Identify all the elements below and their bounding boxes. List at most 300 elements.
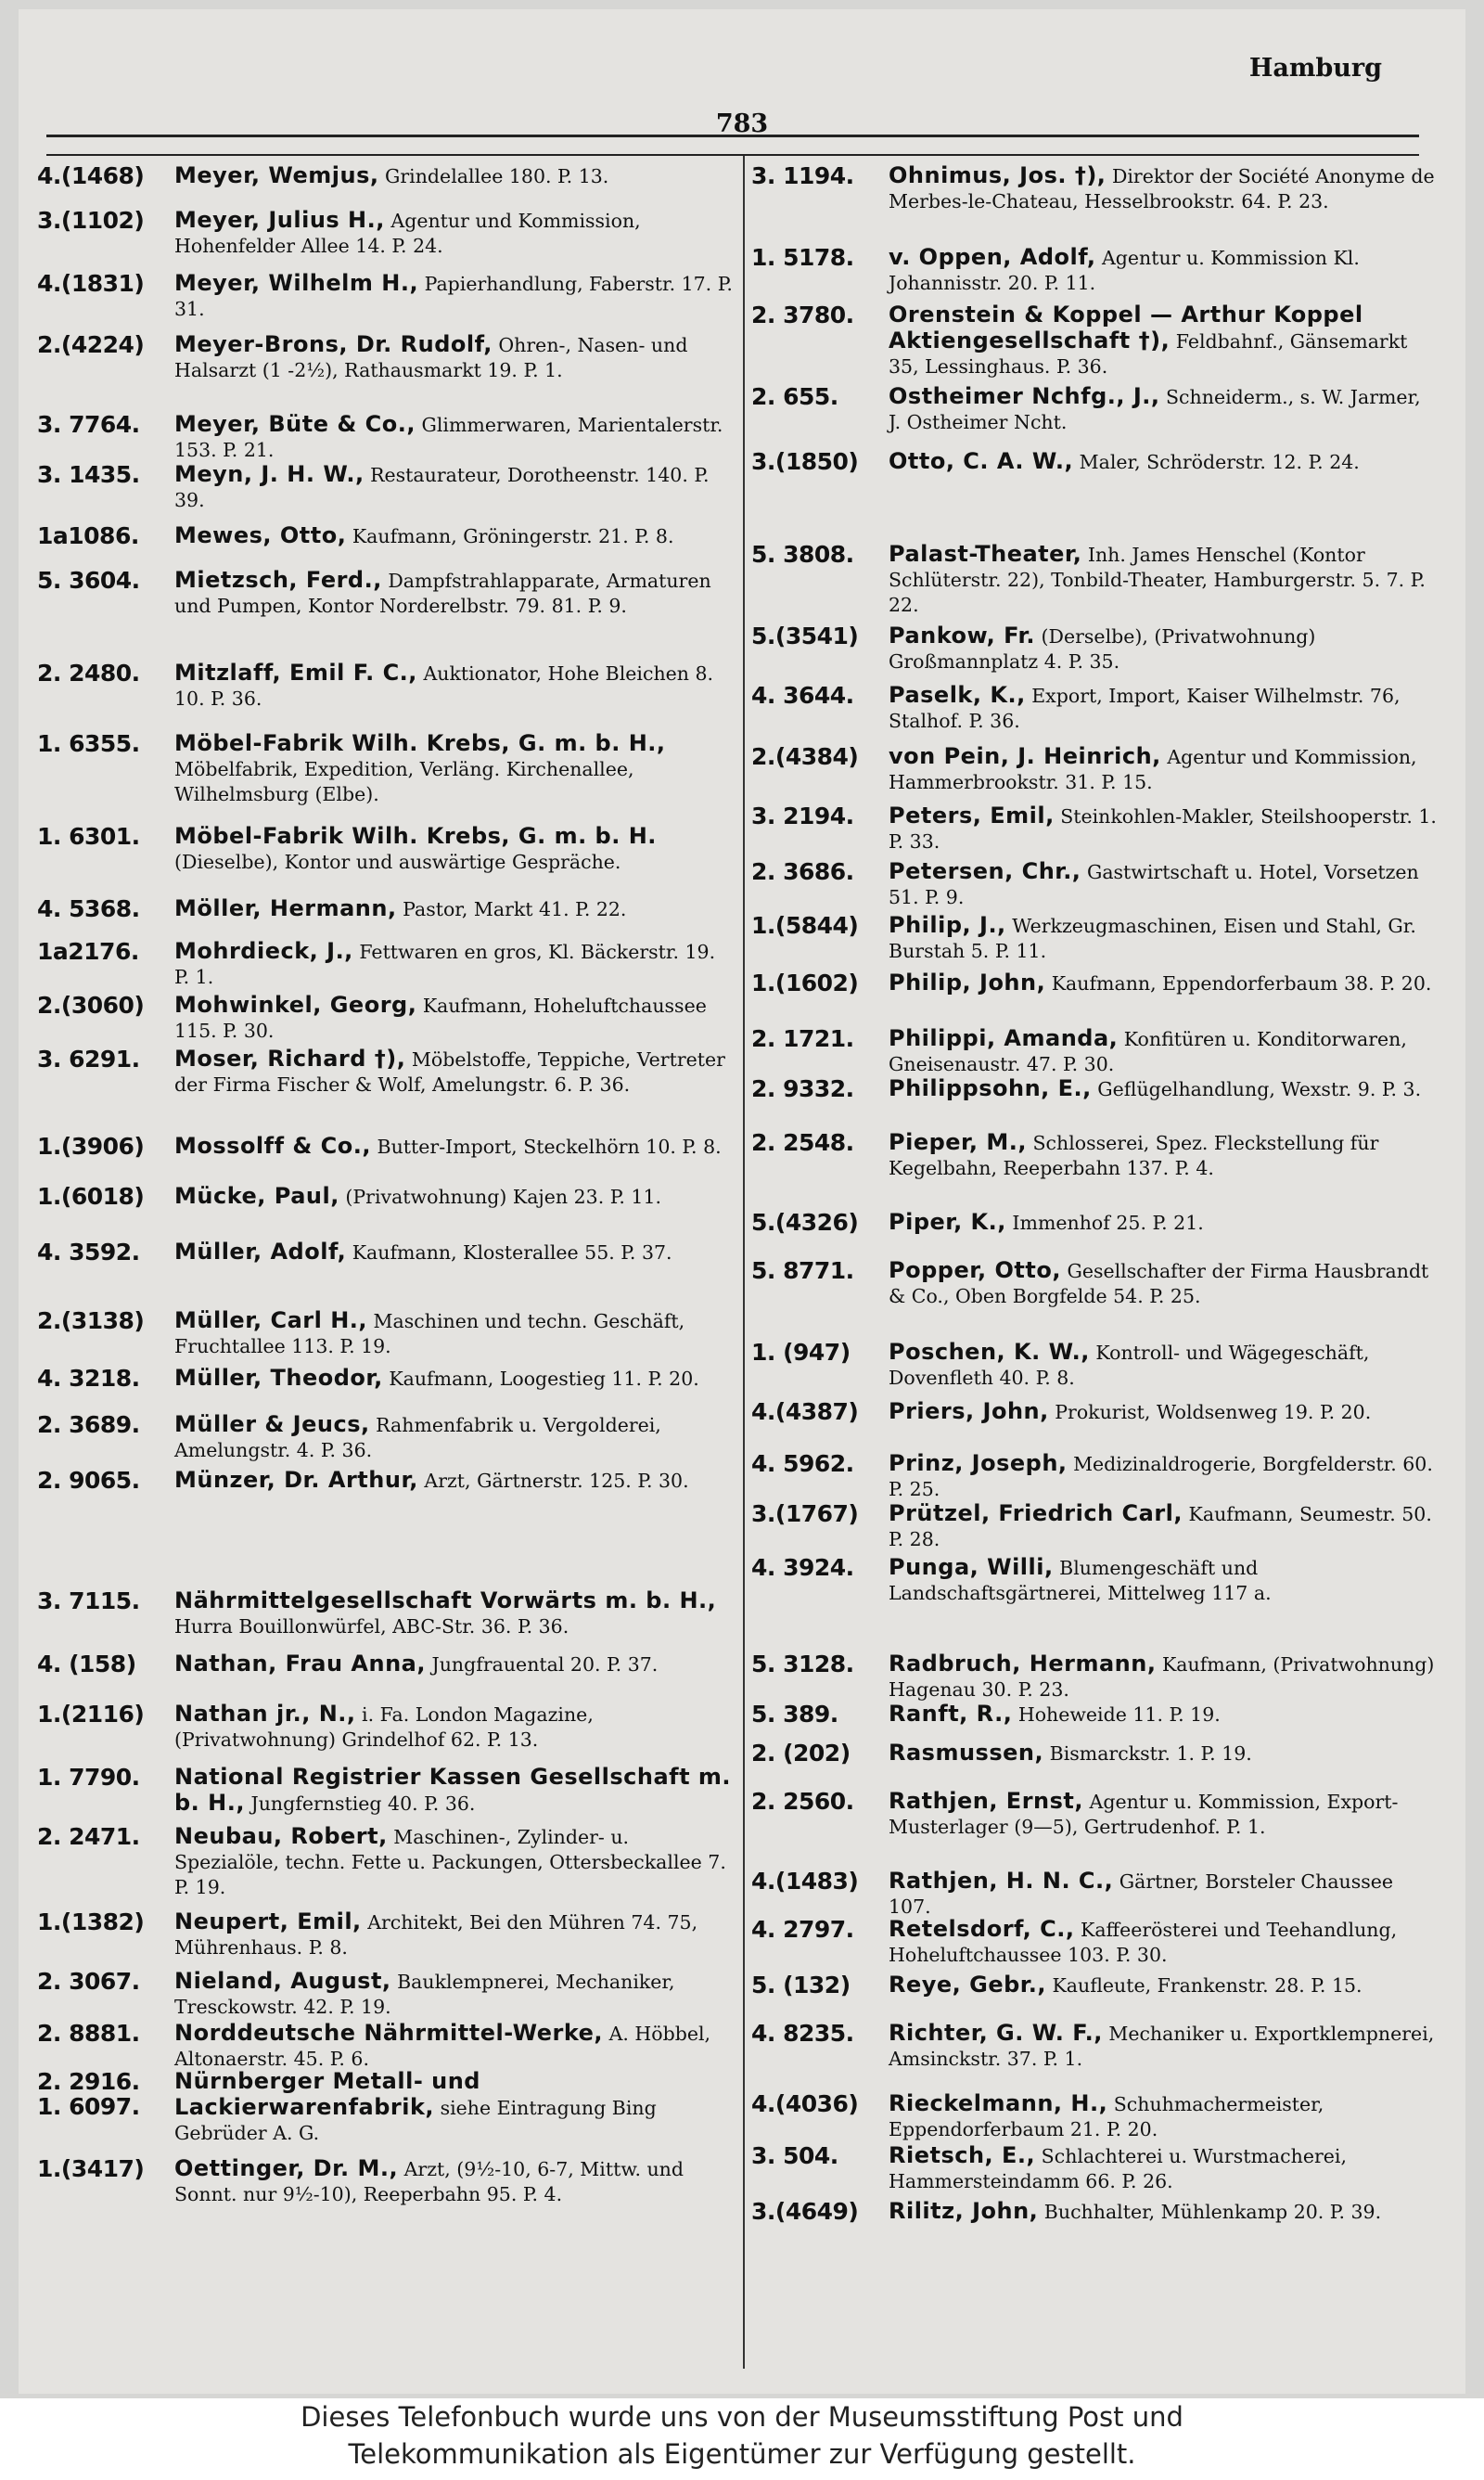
entry-details: Schlachterei u. Wurstmacherei, Hammersteindamm 66. P. 26. bbox=[889, 2145, 1347, 2192]
entry-phone-number: 4. 3592. bbox=[37, 1239, 140, 1266]
directory-entry bbox=[37, 1824, 733, 1900]
entry-text bbox=[174, 1651, 733, 1677]
entry-details: Kaffeerösterei und Teehandlung, Hoheluftchaussee 103. P. 30. bbox=[889, 1919, 1398, 1966]
directory-entry bbox=[37, 661, 733, 712]
entry-name: Meyn, J. H. W., bbox=[174, 461, 365, 487]
entry-text bbox=[889, 1451, 1438, 1502]
directory-entry bbox=[751, 1651, 1438, 1703]
entry-details: Feldbahnf., Gänsemarkt 35, Lessinghaus. P. 36. bbox=[889, 330, 1408, 378]
directory-entry bbox=[751, 542, 1438, 618]
entry-name: Neubau, Robert, bbox=[174, 1823, 388, 1849]
entry-text bbox=[889, 1972, 1438, 1998]
entry-details: Restaurateur, Dorotheenstr. 140. P. 39. bbox=[174, 464, 710, 511]
entry-details: i. Fa. London Magazine, (Privatwohnung) Grindelhof 62. P. 13. bbox=[174, 1703, 594, 1751]
entry-name: Nürnberger Metall- und Lackierwarenfabrik, bbox=[174, 2068, 480, 2120]
entry-name: Punga, Willi, bbox=[889, 1554, 1054, 1580]
entry-phone-number: 4. 5368. bbox=[37, 895, 140, 922]
entry-phone-number: 1.(1602) bbox=[751, 970, 859, 996]
directory-entry bbox=[37, 1047, 733, 1098]
entry-text bbox=[889, 1130, 1438, 1181]
entry-name: Priers, John, bbox=[889, 1398, 1049, 1424]
entry-name: Möbel-Fabrik Wilh. Krebs, G. m. b. H., bbox=[174, 730, 666, 756]
entry-name: Oettinger, Dr. M., bbox=[174, 2155, 399, 2181]
entry-details: (Privatwohnung) Kajen 23. P. 11. bbox=[339, 1186, 662, 1208]
entry-text bbox=[889, 1741, 1438, 1767]
entry-name: National Registrier Kassen Gesellschaft m. b. H., bbox=[174, 1764, 732, 1816]
directory-entry bbox=[37, 271, 733, 322]
entry-details: (Derselbe), (Privatwohnung) Großmannplatz 4. P. 35. bbox=[889, 625, 1316, 673]
directory-entry bbox=[751, 1210, 1438, 1236]
entry-text bbox=[889, 1210, 1438, 1236]
entry-phone-number: 5.(3541) bbox=[751, 623, 859, 649]
entry-details: Pastor, Markt 41. P. 22. bbox=[396, 898, 627, 920]
entry-details: Kaufmann, Seumestr. 50. P. 28. bbox=[889, 1503, 1432, 1550]
entry-details: Werkzeugmaschinen, Eisen und Stahl, Gr. Burstah 5. P. 11. bbox=[889, 915, 1416, 962]
entry-phone-number: 5. 8771. bbox=[751, 1257, 854, 1284]
entry-name: Philip, John, bbox=[889, 970, 1046, 996]
directory-entry bbox=[37, 1366, 733, 1392]
entry-name: Meyer, Wemjus, bbox=[174, 162, 379, 188]
entry-phone-number: 3. 1435. bbox=[37, 461, 140, 488]
entry-name: Nathan jr., N., bbox=[174, 1701, 356, 1727]
entry-text bbox=[889, 1869, 1438, 1920]
entry-details: Export, Import, Kaiser Wilhelmstr. 76, Stalhof. P. 36. bbox=[889, 685, 1401, 732]
directory-entry bbox=[37, 1134, 733, 1160]
entry-phone-number: 2.(3138) bbox=[37, 1307, 145, 1334]
entry-text bbox=[174, 993, 733, 1044]
entry-phone-number: 1.(6018) bbox=[37, 1183, 145, 1210]
entry-name: Orenstein & Koppel — Arthur Koppel Aktiengesellschaft †), bbox=[889, 302, 1363, 353]
entry-phone-number: 4. 3218. bbox=[37, 1365, 140, 1392]
entry-phone-number: 4. 3924. bbox=[751, 1554, 854, 1581]
entry-text bbox=[174, 1969, 733, 2020]
directory-entry bbox=[751, 683, 1438, 734]
directory-entry bbox=[751, 1399, 1438, 1425]
entry-phone-number: 1a2176. bbox=[37, 938, 139, 965]
directory-entry bbox=[37, 1702, 733, 1753]
entry-text bbox=[174, 1240, 733, 1266]
directory-entry bbox=[751, 1026, 1438, 1077]
directory-entry bbox=[751, 302, 1438, 379]
entry-text bbox=[174, 896, 733, 922]
entry-details: Papierhandlung, Faberstr. 17. P. 31. bbox=[174, 273, 733, 320]
entry-text bbox=[174, 568, 733, 619]
entry-phone-number: 1a1086. bbox=[37, 522, 139, 549]
entry-name: Ostheimer Nchfg., J., bbox=[889, 383, 1160, 409]
directory-entry bbox=[37, 939, 733, 990]
header-rule-bottom bbox=[46, 154, 1419, 156]
entry-details: Prokurist, Woldsenweg 19. P. 20. bbox=[1048, 1401, 1372, 1423]
entry-details: Agentur u. Kommission, Export-Musterlager (9—5), Gertrudenhof. P. 1. bbox=[889, 1791, 1399, 1838]
directory-entry bbox=[751, 1741, 1438, 1767]
footer-line-2: Telekommunikation als Eigentümer zur Verfügung gestellt. bbox=[348, 2438, 1136, 2470]
entry-text bbox=[174, 332, 733, 383]
entry-name: Prinz, Joseph, bbox=[889, 1450, 1068, 1476]
entry-phone-number: 5. 3808. bbox=[751, 541, 854, 568]
entry-name: Meyer, Büte & Co., bbox=[174, 411, 416, 437]
directory-entry bbox=[37, 1412, 733, 1463]
entry-name: Neupert, Emil, bbox=[174, 1908, 362, 1934]
entry-name: Rietsch, E., bbox=[889, 2142, 1036, 2168]
entry-details: Gastwirtschaft u. Hotel, Vorsetzen 51. P. 9. bbox=[889, 861, 1419, 908]
entry-name: Philip, J., bbox=[889, 912, 1006, 938]
attribution-footer bbox=[0, 2398, 1484, 2480]
entry-details: Agentur u. Kommission Kl. Johannisstr. 20. P. 11. bbox=[889, 247, 1360, 294]
header-rule-top bbox=[46, 135, 1419, 137]
entry-details: Geflügelhandlung, Wexstr. 9. P. 3. bbox=[1091, 1078, 1422, 1100]
directory-entry bbox=[37, 1240, 733, 1266]
entry-name: v. Oppen, Adolf, bbox=[889, 244, 1096, 270]
entry-text bbox=[174, 1366, 733, 1392]
entry-name: Popper, Otto, bbox=[889, 1257, 1061, 1283]
entry-name: von Pein, J. Heinrich, bbox=[889, 743, 1161, 769]
entry-details: Rahmenfabrik u. Vergolderei, Amelungstr. 4. P. 36. bbox=[174, 1414, 661, 1461]
entry-text bbox=[889, 2091, 1438, 2142]
entry-phone-number: 1.(2116) bbox=[37, 1701, 145, 1728]
entry-name: Müller, Adolf, bbox=[174, 1239, 347, 1265]
entry-name: Philippi, Amanda, bbox=[889, 1025, 1119, 1051]
entry-name: Rasmussen, bbox=[889, 1740, 1044, 1766]
entry-details: Immenhof 25. P. 21. bbox=[1005, 1212, 1204, 1234]
entry-text bbox=[174, 462, 733, 513]
entry-text bbox=[174, 523, 733, 549]
entry-text bbox=[174, 412, 733, 463]
entry-phone-number: 2. 2480. bbox=[37, 660, 140, 687]
entry-phone-number: 4.(4387) bbox=[751, 1398, 859, 1425]
entry-name: Rilitz, John, bbox=[889, 2198, 1039, 2224]
entry-text bbox=[889, 1501, 1438, 1552]
entry-details: Maschinen und techn. Geschäft, Fruchtallee 113. P. 19. bbox=[174, 1310, 685, 1357]
entry-details: (Dieselbe), Kontor und auswärtige Gespräche. bbox=[174, 851, 621, 873]
entry-text bbox=[174, 1824, 733, 1900]
entry-phone-number: 5. 389. bbox=[751, 1701, 838, 1728]
entry-phone-number: 3.(1767) bbox=[751, 1500, 859, 1527]
directory-entry bbox=[751, 384, 1438, 435]
entry-text bbox=[174, 1184, 733, 1210]
entry-details: Grindelallee 180. P. 13. bbox=[378, 165, 609, 187]
directory-entry bbox=[751, 245, 1438, 296]
entry-name: Pieper, M., bbox=[889, 1129, 1027, 1155]
entry-text bbox=[889, 1258, 1438, 1309]
entry-details: Dampfstrahlapparate, Armaturen und Pumpen, Kontor Norderelbstr. 79. 81. P. 9. bbox=[174, 570, 711, 617]
entry-text bbox=[889, 683, 1438, 734]
directory-entry bbox=[37, 1588, 733, 1639]
directory-entry bbox=[37, 523, 733, 549]
entry-details: Schuhmachermeister, Eppendorferbaum 21. P. 20. bbox=[889, 2093, 1324, 2140]
entry-text bbox=[174, 271, 733, 322]
entry-name: Müller & Jeucs, bbox=[174, 1411, 370, 1437]
entry-details: Schlosserei, Spez. Fleckstellung für Kegelbahn, Reeperbahn 137. P. 4. bbox=[889, 1132, 1379, 1179]
entry-name: Piper, K., bbox=[889, 1209, 1006, 1235]
entry-details: Kaufmann, Loogestieg 11. P. 20. bbox=[382, 1368, 699, 1390]
entry-text bbox=[889, 302, 1438, 379]
entry-text bbox=[889, 913, 1438, 964]
entry-text bbox=[889, 1026, 1438, 1077]
entry-phone-number: 2. 3780. bbox=[751, 302, 854, 328]
directory-entry bbox=[751, 803, 1438, 855]
entry-name: Möbel-Fabrik Wilh. Krebs, G. m. b. H. bbox=[174, 823, 657, 849]
entry-text bbox=[174, 1047, 733, 1098]
entry-phone-number: 1. 5178. bbox=[751, 244, 854, 271]
column-divider bbox=[743, 156, 745, 2369]
entry-details: Ohren-, Nasen- und Halsarzt (1 -2½), Rathausmarkt 19. P. 1. bbox=[174, 334, 688, 381]
entry-details: Jungfernstieg 40. P. 36. bbox=[244, 1793, 476, 1815]
entry-details: Kaufmann, Klosterallee 55. P. 37. bbox=[346, 1241, 672, 1264]
entry-text bbox=[174, 2156, 733, 2207]
entry-text bbox=[174, 1909, 733, 1960]
directory-entry bbox=[37, 1308, 733, 1359]
entry-name: Rathjen, Ernst, bbox=[889, 1788, 1083, 1814]
page-number: 783 bbox=[715, 109, 769, 138]
entry-name: Mietzsch, Ferd., bbox=[174, 567, 382, 593]
directory-entry bbox=[751, 1501, 1438, 1552]
entry-phone-number: 3. 7764. bbox=[37, 411, 140, 438]
directory-entry bbox=[751, 1555, 1438, 1606]
entry-phone-number: 4. 5962. bbox=[751, 1450, 854, 1477]
entry-name: Richter, G. W. F., bbox=[889, 2020, 1103, 2046]
directory-entry bbox=[751, 744, 1438, 795]
entry-details: Butter-Import, Steckelhörn 10. P. 8. bbox=[371, 1136, 722, 1158]
entry-details: siehe Eintragung Bing Gebrüder A. G. bbox=[174, 2097, 657, 2144]
entry-name: Moser, Richard †), bbox=[174, 1046, 406, 1072]
entry-text bbox=[889, 2143, 1438, 2194]
entry-text bbox=[174, 1308, 733, 1359]
entry-details: Mechaniker u. Exportklempnerei, Amsinckstr. 37. P. 1. bbox=[889, 2023, 1435, 2070]
entry-details: Blumengeschäft und Landschaftsgärtnerei, Mittelweg 117 a. bbox=[889, 1557, 1272, 1604]
entry-name: Philippsohn, E., bbox=[889, 1075, 1092, 1101]
entry-name: Meyer-Brons, Dr. Rudolf, bbox=[174, 331, 493, 357]
entry-phone-number: 2. 9332. bbox=[751, 1075, 854, 1102]
entry-text bbox=[174, 1702, 733, 1753]
entry-phone-number: 1. 6301. bbox=[37, 823, 140, 850]
entry-phone-number: 4. 8235. bbox=[751, 2020, 854, 2047]
entry-text bbox=[889, 803, 1438, 855]
entry-phone-number: 3. 7115. bbox=[37, 1587, 140, 1614]
entry-text bbox=[889, 970, 1438, 996]
entry-text bbox=[174, 824, 733, 875]
entry-name: Poschen, K. W., bbox=[889, 1339, 1090, 1365]
entry-phone-number: 3.(1850) bbox=[751, 448, 859, 475]
entry-name: Mohrdieck, J., bbox=[174, 938, 353, 964]
entry-text bbox=[889, 245, 1438, 296]
entry-phone-number: 5. (132) bbox=[751, 1972, 851, 1998]
directory-entry bbox=[37, 824, 733, 875]
entry-text bbox=[889, 859, 1438, 910]
entry-name: Mossolff & Co., bbox=[174, 1133, 372, 1159]
directory-entry bbox=[751, 449, 1438, 475]
directory-entry bbox=[751, 1869, 1438, 1920]
directory-entry bbox=[751, 859, 1438, 910]
entry-name: Müller, Theodor, bbox=[174, 1365, 383, 1391]
directory-entry bbox=[37, 412, 733, 463]
directory-entry bbox=[37, 1765, 733, 1817]
directory-entry bbox=[37, 462, 733, 513]
entry-details: Fettwaren en gros, Kl. Bäckerstr. 19. P. 1. bbox=[174, 941, 716, 988]
entry-name: Nathan, Frau Anna, bbox=[174, 1651, 426, 1677]
directory-entry bbox=[751, 2143, 1438, 2194]
entry-text bbox=[174, 1134, 733, 1160]
entry-text bbox=[174, 2021, 733, 2072]
entry-name: Prützel, Friedrich Carl, bbox=[889, 1500, 1183, 1526]
entry-details: Arzt, (9½-10, 6-7, Mittw. und Sonnt. nur 9½-10), Reeperbahn 95. P. 4. bbox=[174, 2158, 684, 2205]
entry-text bbox=[889, 1789, 1438, 1840]
entry-details: Maler, Schröderstr. 12. P. 24. bbox=[1073, 451, 1360, 473]
entry-phone-number: 2.(4224) bbox=[37, 331, 145, 358]
entry-name: Ranft, R., bbox=[889, 1701, 1013, 1727]
directory-entry bbox=[751, 1076, 1438, 1102]
entry-text bbox=[174, 163, 733, 189]
entry-name: Mohwinkel, Georg, bbox=[174, 992, 417, 1018]
entry-name: Mücke, Paul, bbox=[174, 1183, 339, 1209]
entry-phone-number: 4. (158) bbox=[37, 1651, 136, 1677]
entry-details: Konfitüren u. Konditorwaren, Gneisenaustr. 47. P. 30. bbox=[889, 1028, 1407, 1075]
entry-details: Kaufmann, Gröningerstr. 21. P. 8. bbox=[346, 525, 674, 547]
entry-text bbox=[174, 2069, 733, 2146]
entry-details: Steinkohlen-Makler, Steilshooperstr. 1. P. 33. bbox=[889, 805, 1437, 853]
entry-name: Retelsdorf, C., bbox=[889, 1916, 1075, 1942]
entry-name: Paselk, K., bbox=[889, 682, 1026, 708]
entry-details: Agentur und Kommission, Hammerbrookstr. 31. P. 15. bbox=[889, 746, 1417, 793]
entry-text bbox=[174, 1588, 733, 1639]
entry-text bbox=[174, 1468, 733, 1494]
entry-phone-number: 2. (202) bbox=[751, 1740, 851, 1767]
entry-name: Pankow, Fr. bbox=[889, 623, 1036, 649]
entry-phone-number: 2. 9065. bbox=[37, 1467, 140, 1494]
entry-text bbox=[174, 939, 733, 990]
entry-phone-number: 2.(4384) bbox=[751, 743, 859, 770]
directory-entry bbox=[37, 1184, 733, 1210]
entry-phone-number: 2. 655. bbox=[751, 383, 838, 410]
entry-text bbox=[889, 1917, 1438, 1968]
entry-name: Ohnimus, Jos. †), bbox=[889, 162, 1107, 188]
entry-phone-number: 1. 7790. bbox=[37, 1764, 140, 1791]
entry-phone-number: 5.(4326) bbox=[751, 1209, 859, 1236]
directory-entry bbox=[751, 1130, 1438, 1181]
entry-phone-number: 2. 3689. bbox=[37, 1411, 140, 1438]
entry-text bbox=[889, 384, 1438, 435]
entry-details: Bauklempnerei, Mechaniker, Tresckowstr. 42. P. 19. bbox=[174, 1971, 675, 2018]
entry-name: Otto, C. A. W., bbox=[889, 448, 1074, 474]
directory-entry bbox=[751, 1258, 1438, 1309]
entry-details: Medizinaldrogerie, Borgfelderstr. 60. P. 25. bbox=[889, 1453, 1433, 1500]
entry-details: Bismarckstr. 1. P. 19. bbox=[1043, 1742, 1252, 1765]
entry-details: Agentur und Kommission, Hohenfelder Allee 14. P. 24. bbox=[174, 210, 641, 257]
entry-phone-number: 4.(4036) bbox=[751, 2090, 859, 2117]
directory-entry bbox=[37, 332, 733, 383]
entry-details: Jungfrauental 20. P. 37. bbox=[425, 1653, 659, 1676]
entry-phone-number: 2. 3067. bbox=[37, 1968, 140, 1995]
entry-phone-number: 2. 1721. bbox=[751, 1025, 854, 1052]
directory-entry bbox=[37, 1909, 733, 1960]
directory-entry bbox=[37, 568, 733, 619]
entry-text bbox=[889, 744, 1438, 795]
directory-entry bbox=[37, 2156, 733, 2207]
entry-details: Architekt, Bei den Mühren 74. 75, Mührenhaus. P. 8. bbox=[174, 1911, 698, 1959]
entry-phone-number: 5. 3604. bbox=[37, 567, 140, 594]
entry-name: Norddeutsche Nährmittel-Werke, bbox=[174, 2020, 604, 2046]
directory-entry bbox=[751, 2091, 1438, 2142]
directory-entry bbox=[751, 1340, 1438, 1391]
entry-text bbox=[889, 2021, 1438, 2072]
directory-entry bbox=[37, 1969, 733, 2020]
entry-name: Münzer, Dr. Arthur, bbox=[174, 1467, 418, 1493]
entry-details: Gärtner, Borsteler Chaussee 107. bbox=[889, 1870, 1394, 1918]
entry-name: Petersen, Chr., bbox=[889, 858, 1081, 884]
directory-entry bbox=[751, 1972, 1438, 1998]
entry-text bbox=[174, 661, 733, 712]
entry-details: Möbelfabrik, Expedition, Verläng. Kirchenallee, Wilhelmsburg (Elbe). bbox=[174, 758, 634, 805]
directory-entry bbox=[37, 993, 733, 1044]
entry-name: Müller, Carl H., bbox=[174, 1307, 368, 1333]
entry-name: Nieland, August, bbox=[174, 1968, 391, 1994]
entry-text bbox=[889, 623, 1438, 675]
entry-text bbox=[174, 731, 733, 807]
directory-entry bbox=[751, 163, 1438, 214]
entry-phone-number: 4. 3644. bbox=[751, 682, 854, 709]
entry-phone-number: 4.(1831) bbox=[37, 270, 145, 297]
entry-phone-number: 2. 3686. bbox=[751, 858, 854, 885]
directory-entry bbox=[751, 1702, 1438, 1728]
entry-phone-number: 5. 3128. bbox=[751, 1651, 854, 1677]
entry-phone-number: 4.(1483) bbox=[751, 1868, 859, 1895]
entry-details: Hurra Bouillonwürfel, ABC-Str. 36. P. 36. bbox=[174, 1615, 569, 1638]
entry-details: Maschinen-, Zylinder- u. Spezialöle, techn. Fette u. Packungen, Ottersbeckallee 7. P. 19. bbox=[174, 1826, 726, 1898]
directory-entry bbox=[751, 970, 1438, 996]
entry-name: Mewes, Otto, bbox=[174, 522, 347, 548]
entry-phone-number: 3. 1194. bbox=[751, 162, 854, 189]
entry-details: Hoheweide 11. P. 19. bbox=[1012, 1703, 1221, 1726]
entry-text bbox=[889, 542, 1438, 618]
entry-text bbox=[174, 1765, 733, 1817]
entry-text bbox=[889, 1076, 1438, 1102]
entry-phone-number: 1. (947) bbox=[751, 1339, 851, 1366]
entry-text bbox=[889, 2199, 1438, 2225]
entry-details: Kontroll- und Wägegeschäft, Dovenfleth 40. P. 8. bbox=[889, 1342, 1370, 1389]
entry-details: Auktionator, Hohe Bleichen 8. 10. P. 36. bbox=[174, 662, 714, 710]
directory-entry bbox=[37, 2069, 733, 2146]
entry-text bbox=[889, 1399, 1438, 1425]
entry-phone-number: 1.(3906) bbox=[37, 1133, 145, 1160]
entry-details: Gesellschafter der Firma Hausbrandt & Co., Oben Borgfelde 54. P. 25. bbox=[889, 1260, 1429, 1307]
entry-text bbox=[889, 449, 1438, 475]
entry-name: Rathjen, H. N. C., bbox=[889, 1868, 1114, 1894]
entry-phone-number: 3. 504. bbox=[751, 2142, 838, 2169]
directory-entry bbox=[37, 896, 733, 922]
entry-name: Möller, Hermann, bbox=[174, 895, 397, 921]
running-header-city: Hamburg bbox=[1248, 54, 1382, 83]
entry-text bbox=[889, 1651, 1438, 1703]
entry-name: Mitzlaff, Emil F. C., bbox=[174, 660, 417, 686]
entry-details: Buchhalter, Mühlenkamp 20. P. 39. bbox=[1038, 2201, 1382, 2223]
entry-phone-number: 3.(4649) bbox=[751, 2198, 859, 2225]
entry-name: Rieckelmann, H., bbox=[889, 2090, 1108, 2116]
entry-phone-number: 1.(5844) bbox=[751, 912, 859, 939]
entry-phone-number: 4. 2797. bbox=[751, 1916, 854, 1943]
footer-line-1: Dieses Telefonbuch wurde uns von der Museumsstiftung Post und bbox=[301, 2401, 1183, 2433]
entry-phone-number: 2. 2916. 1. 6097. bbox=[37, 2068, 140, 2120]
entry-text bbox=[174, 208, 733, 259]
directory-entry bbox=[751, 2021, 1438, 2072]
entry-details: Kaufleute, Frankenstr. 28. P. 15. bbox=[1045, 1974, 1362, 1997]
directory-entry bbox=[751, 1789, 1438, 1840]
directory-entry bbox=[37, 2021, 733, 2072]
entry-phone-number: 2. 2471. bbox=[37, 1823, 140, 1850]
entry-phone-number: 2. 2548. bbox=[751, 1129, 854, 1156]
entry-details: Möbelstoffe, Teppiche, Vertreter der Firma Fischer & Wolf, Amelungstr. 6. P. 36. bbox=[174, 1048, 725, 1096]
entry-details: Glimmerwaren, Marientalerstr. 153. P. 21. bbox=[174, 414, 723, 461]
directory-entry bbox=[37, 1651, 733, 1677]
entry-name: Nährmittelgesellschaft Vorwärts m. b. H., bbox=[174, 1587, 717, 1613]
